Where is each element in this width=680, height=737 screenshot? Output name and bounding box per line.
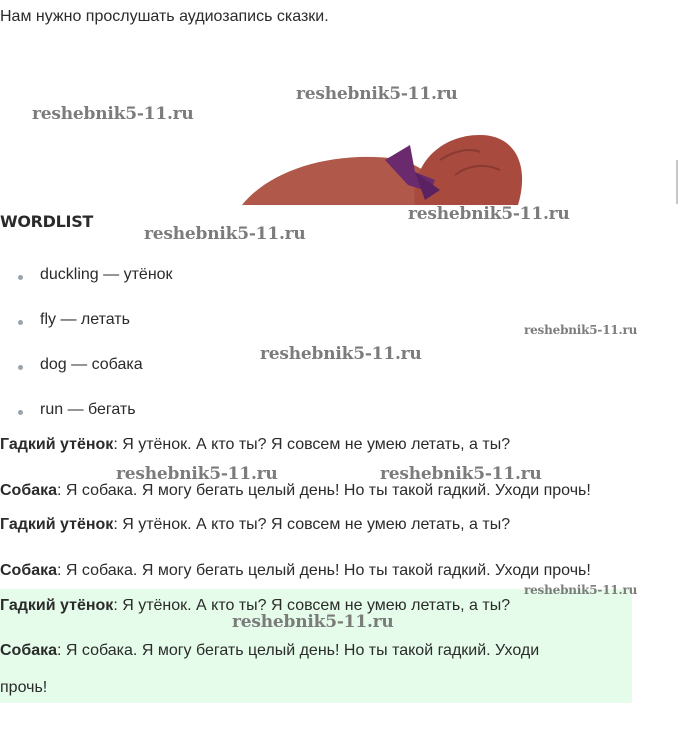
bullet-icon	[18, 320, 23, 325]
watermark: reshebnik5-11.ru	[524, 583, 638, 597]
dialogue-line: Гадкий утёнок: Я утёнок. А кто ты? Я совсем не умею летать, а ты?	[0, 597, 511, 614]
dialogue-line: Собака: Я собака. Я могу бегать целый день! Но ты такой гадкий. Уходи	[0, 642, 540, 659]
bullet-icon	[18, 365, 23, 370]
watermark: reshebnik5-11.ru	[380, 464, 542, 484]
wordlist-heading: WORDLIST	[0, 212, 94, 231]
watermark: reshebnik5-11.ru	[116, 464, 278, 484]
dog-illustration	[240, 130, 530, 205]
watermark: reshebnik5-11.ru	[260, 344, 422, 364]
dialogue-line: Гадкий утёнок: Я утёнок. А кто ты? Я совсем не умею летать, а ты?	[0, 516, 511, 533]
bullet-icon	[18, 275, 23, 280]
bullet-icon	[18, 410, 23, 415]
intro-text: Нам нужно прослушать аудиозапись сказки.	[0, 8, 329, 25]
watermark: reshebnik5-11.ru	[32, 104, 194, 124]
dialogue-line: Собака: Я собака. Я могу бегать целый день! Но ты такой гадкий. Уходи прочь!	[0, 482, 591, 499]
watermark: reshebnik5-11.ru	[144, 224, 306, 244]
watermark: reshebnik5-11.ru	[296, 84, 458, 104]
scroll-edge	[676, 160, 678, 204]
watermark: reshebnik5-11.ru	[232, 612, 394, 632]
dialogue-line: Гадкий утёнок: Я утёнок. А кто ты? Я совсем не умею летать, а ты?	[0, 436, 511, 453]
watermark: reshebnik5-11.ru	[524, 323, 638, 337]
dialogue-line: Собака: Я собака. Я могу бегать целый день! Но ты такой гадкий. Уходи прочь!	[0, 562, 591, 579]
watermark: reshebnik5-11.ru	[408, 204, 570, 224]
dialogue-line: прочь!	[0, 679, 48, 696]
